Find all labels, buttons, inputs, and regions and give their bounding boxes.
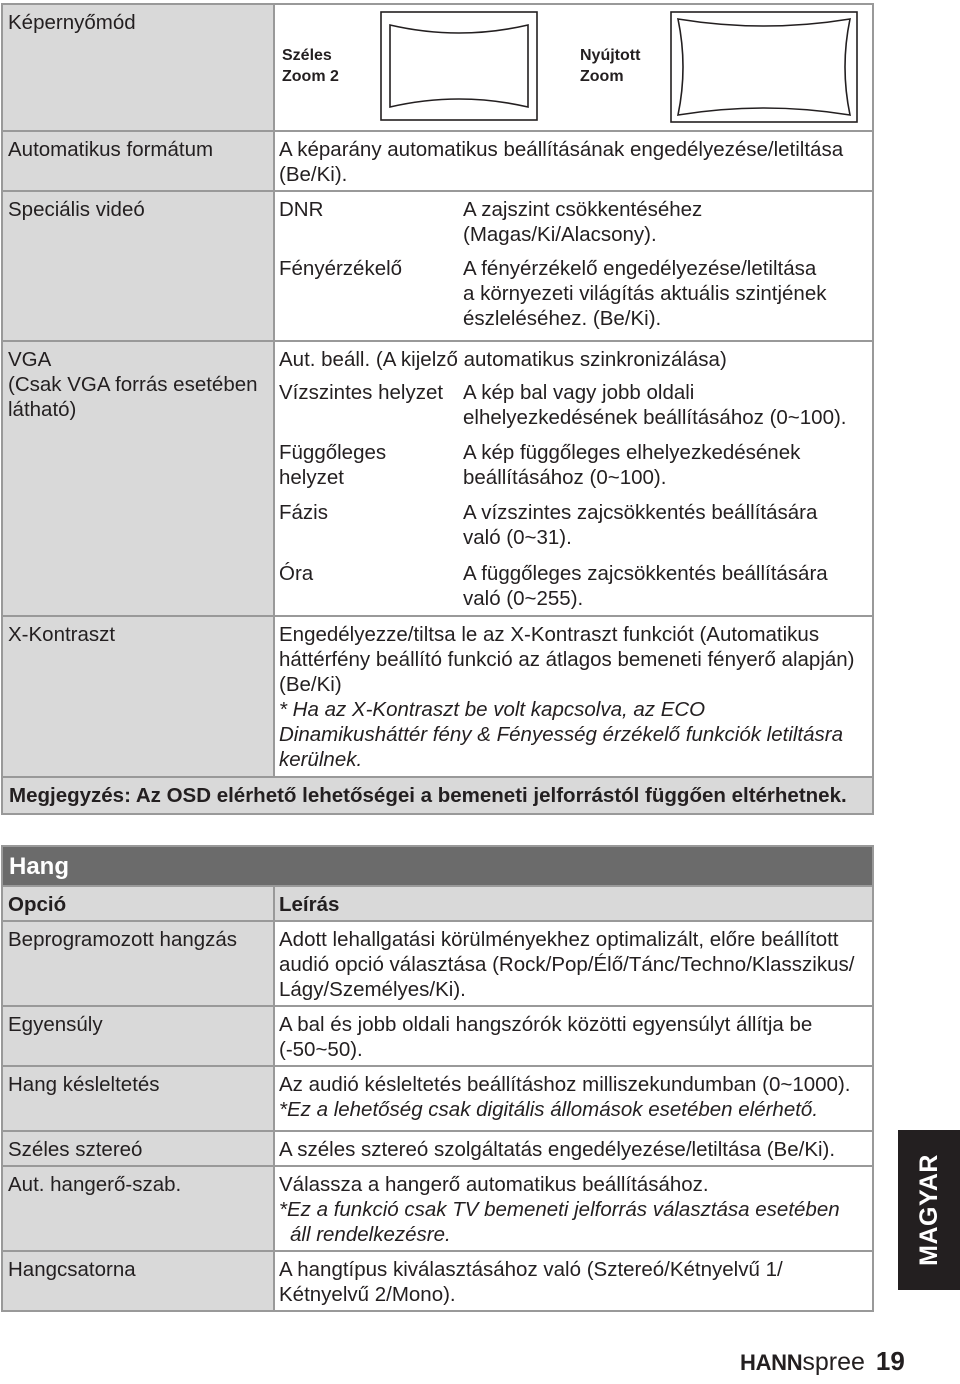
screen-mode-options [274,4,873,131]
wide-zoom-2-label: Széles Zoom 2 [282,47,339,85]
x-contrast-note: * Ha az X-Kontraszt be volt kapcsolva, az ECO Dinamikusháttér fény & Fényesség érzékelő funkciók letiltásra kerülnek. [279,698,844,771]
osd-note-row [2,777,873,814]
page-footer [740,1346,905,1383]
audio-option-description: Válassza a hangerő automatikus beállításához. [279,1173,709,1196]
audio-option-description: A széles sztereó szolgáltatás engedélyezése/letiltása (Be/Ki). [274,1131,873,1166]
page-number: 19 [875,1346,905,1376]
audio-option-name: Aut. hangerő-szab. [2,1166,274,1251]
vga-clock-description: A függőleges zajcsökkentés beállítására való (0~255). [463,562,828,610]
vga-phase-description: A vízszintes zajcsökkentés beállítására való (0~31). [463,501,818,549]
special-video-label: Speciális videó [2,191,274,341]
audio-row-balance [2,1006,873,1066]
vga-phase-name: Fázis [279,501,328,524]
audio-option-cell [274,1166,873,1251]
x-contrast-label: X-Kontraszt [2,616,274,777]
audio-header-row [2,886,873,921]
audio-title-row [2,846,873,886]
video-settings-table [1,3,874,815]
x-contrast-cell [274,616,873,777]
language-tab [898,1130,960,1290]
description-column-header: Leírás [274,886,873,921]
vga-label: VGA (Csak VGA forrás esetében látható) [2,341,274,616]
audio-option-note: *Ez a funkció csak TV bemeneti jelforrás választása esetében áll rendelkezésre. [279,1198,840,1246]
stretch-zoom-icon [670,11,858,123]
special-video-row [2,191,873,251]
auto-format-description: A képarány automatikus beállításának engedélyezése/letiltása (Be/Ki). [274,131,873,191]
vga-auto-adjust: Aut. beáll. (A kijelző automatikus szinkronizálása) [274,341,873,375]
screen-mode-row [2,4,873,131]
audio-row-wide-stereo [2,1131,873,1166]
audio-option-name: Hangcsatorna [2,1251,274,1311]
vga-v-position-name: Függőleges helyzet [279,441,387,489]
screen-mode-label: Képernyőmód [2,4,274,131]
stretch-zoom-label: Nyújtott Zoom [580,47,641,85]
audio-option-name: Beprogramozott hangzás [2,921,274,1006]
light-sensor-description: A fényérzékelő engedélyezése/letiltása a környezeti világítás aktuális szintjének észleléséhez. (Be/Ki). [463,257,827,330]
option-column-header: Opció [2,886,274,921]
audio-option-name: Egyensúly [2,1006,274,1066]
brand-logo-light: spree [802,1348,865,1376]
vga-row [2,341,873,375]
vga-clock-name: Óra [279,562,314,585]
screen-mode-illustrations [275,5,872,130]
x-contrast-row [2,616,873,777]
audio-option-description: Adott lehallgatási körülményekhez optimalizált, előre beállított audió opció választása (Rock/Pop/Élő/Tánc/Techno/Klasszikus/ Lágy/Személyes/Ki). [274,921,873,1006]
audio-title: Hang [2,846,873,886]
audio-option-description: A bal és jobb oldali hangszórók közötti egyensúlyt állítja be (-50~50). [274,1006,873,1066]
vga-h-position-description: A kép bal vagy jobb oldali elhelyezkedésének beállításához (0~100). [463,381,847,429]
language-tab-label: MAGYAR [914,1154,943,1266]
audio-row-delay [2,1066,873,1131]
audio-row-sound-channel [2,1251,873,1311]
vga-h-position-name: Vízszintes helyzet [279,381,444,404]
audio-option-description: Az audió késleltetés beállításhoz milliszekundumban (0~1000). [279,1073,851,1096]
audio-row-preset-sound [2,921,873,1006]
audio-option-note: *Ez a lehetőség csak digitális állomások esetében elérhető. [279,1098,819,1121]
osd-note: Megjegyzés: Az OSD elérhető lehetőségei a bemeneti jelforrástól függően eltérhetnek. [2,777,873,814]
audio-option-description: A hangtípus kiválasztásához való (Sztereó/Kétnyelvű 1/ Kétnyelvű 2/Mono). [274,1251,873,1311]
light-sensor-name: Fényérzékelő [279,257,403,280]
brand-logo-bold: HANN [740,1350,803,1375]
audio-option-cell [274,1066,873,1131]
dnr-description: A zajszint csökkentéséhez (Magas/Ki/Alacsony). [457,191,873,251]
x-contrast-description: Engedélyezze/tiltsa le az X-Kontraszt funkciót (Automatikus háttérfény beállító funkció az átlagos bemeneti fényerő alapján) (Be/Ki) [279,623,855,696]
audio-option-name: Hang késleltetés [2,1066,274,1131]
vga-v-position-description: A kép függőleges elhelyezkedésének beállításához (0~100). [463,441,801,489]
dnr-name: DNR [274,191,457,251]
wide-zoom-2-icon [380,11,538,121]
audio-row-auto-volume [2,1166,873,1251]
auto-format-label: Automatikus formátum [2,131,274,191]
audio-option-name: Széles sztereó [2,1131,274,1166]
auto-format-row [2,131,873,191]
audio-settings-table [1,845,874,1312]
